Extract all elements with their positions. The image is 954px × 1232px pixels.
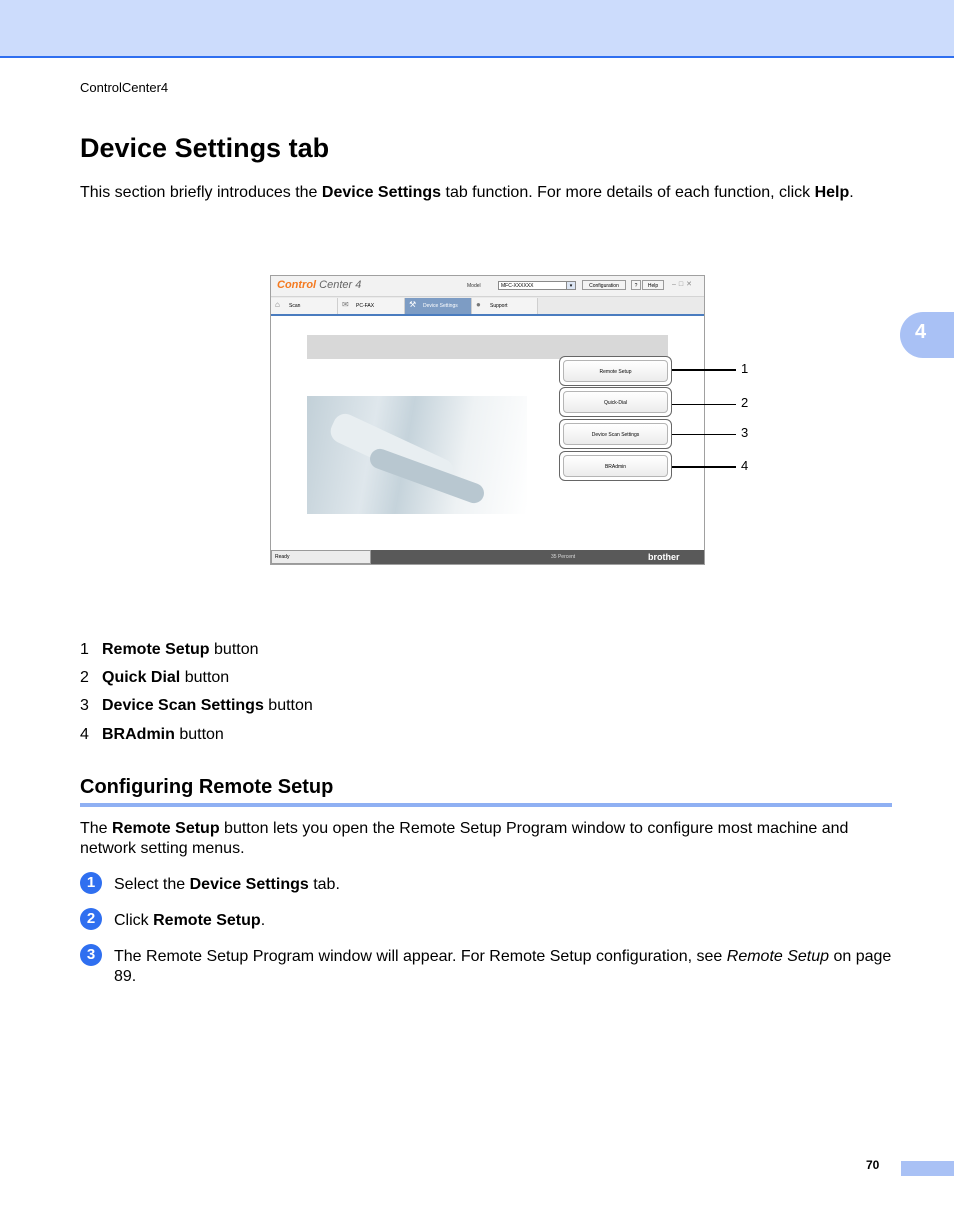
fax-icon: ✉ — [342, 300, 349, 309]
cc-model-select[interactable] — [498, 281, 576, 290]
chapter-number: 4 — [915, 321, 927, 343]
callout-number-4: 4 — [741, 458, 749, 473]
section-paragraph — [80, 819, 895, 859]
legend-bold: Quick Dial — [102, 669, 181, 686]
step-text: Click — [114, 912, 154, 929]
chevron-down-icon: ▾ — [566, 282, 575, 289]
step-text: tab. — [308, 876, 340, 893]
callout-line-3 — [672, 434, 736, 435]
step-bold: Remote Setup — [153, 912, 261, 929]
step-3-text — [114, 947, 894, 987]
legend-number: 3 — [80, 697, 89, 714]
running-head: ControlCenter4 — [80, 80, 169, 95]
cc-logo-rest: Center 4 — [316, 279, 362, 291]
cc-logo-main: Control — [277, 279, 317, 291]
legend-number: 2 — [80, 669, 89, 686]
cc-tab-device-settings[interactable] — [405, 298, 472, 314]
intro-text: This section briefly introduces the — [80, 184, 322, 201]
legend-bold: Remote Setup — [102, 641, 210, 658]
cc-bradmin-button[interactable] — [559, 451, 672, 481]
cc-tab-label: PC-FAX — [356, 303, 375, 309]
step-1-badge: 1 — [80, 872, 102, 894]
legend-number: 4 — [80, 726, 89, 743]
cc-tab-label: Support — [490, 303, 508, 309]
cc-status-bar — [271, 550, 704, 564]
cc-tab-scan[interactable] — [271, 298, 338, 314]
cc-button-label: BRAdmin — [563, 455, 668, 477]
step-bold: Device Settings — [189, 876, 309, 893]
legend-bold: Device Scan Settings — [102, 697, 264, 714]
cc-tools-illustration — [307, 396, 527, 514]
step-text: on page 89. — [114, 948, 892, 985]
callout-number-2: 2 — [741, 395, 749, 410]
cc-title-bar — [271, 276, 704, 297]
cc-tab-label: Device Settings — [423, 303, 458, 309]
cc-status-percent: 35 Percent — [551, 554, 576, 560]
step-2-badge: 2 — [80, 908, 102, 930]
para-bold: Remote Setup — [112, 820, 220, 837]
step-1-text — [114, 875, 894, 895]
cc-button-label: Device Scan Settings — [563, 423, 668, 445]
para-text: button lets you open the Remote Setup Program window to configure most machine and network setting menus. — [80, 820, 849, 857]
cc-tab-pcfax[interactable] — [338, 298, 405, 314]
cc-window-controls-icon[interactable]: –□✕ — [672, 281, 695, 288]
cc-tab-support[interactable] — [472, 298, 538, 314]
legend-item — [80, 641, 259, 659]
callout-number-3: 3 — [741, 425, 749, 440]
callout-line-1 — [672, 369, 736, 371]
intro-bold-device-settings: Device Settings — [321, 184, 442, 201]
page-title: Device Settings tab — [80, 133, 330, 163]
intro-text: tab function. For more details of each function, click — [441, 184, 815, 201]
cc-help-button[interactable]: Help — [642, 280, 664, 290]
cc-model-label: Model — [467, 283, 481, 289]
section-rule — [80, 803, 892, 807]
intro-bold-help: Help — [814, 184, 850, 201]
legend-text: button — [263, 697, 313, 714]
page-number-bar — [901, 1161, 954, 1176]
tools-icon: ⚒ — [409, 300, 417, 309]
callout-line-4 — [672, 466, 736, 468]
callout-line-2 — [672, 404, 736, 405]
step-text: The Remote Setup Program window will appear. For Remote Setup configuration, see — [114, 948, 727, 965]
legend-text: button — [174, 726, 224, 743]
step-link-remote-setup[interactable]: Remote Setup — [726, 948, 830, 965]
callout-number-1: 1 — [741, 361, 749, 376]
step-text: Select the — [114, 876, 190, 893]
cc-brother-logo: brother — [648, 552, 680, 562]
support-person-icon: ● — [476, 300, 481, 309]
legend-text: button — [209, 641, 259, 658]
cc-button-label: Quick-Dial — [563, 391, 668, 413]
legend-item — [80, 726, 224, 744]
legend-text: button — [180, 669, 230, 686]
cc-quick-dial-button[interactable] — [559, 387, 672, 417]
legend-number: 1 — [80, 641, 89, 658]
legend-item — [80, 697, 313, 715]
cc-tab-label: Scan — [289, 303, 301, 309]
cc-configuration-button[interactable]: Configuration — [582, 280, 626, 290]
cc-model-value: MFC-XXXXXX — [501, 283, 534, 289]
intro-paragraph — [80, 183, 900, 203]
home-icon: ⌂ — [275, 300, 280, 309]
legend-bold: BRAdmin — [102, 726, 175, 743]
cc-help-question-icon[interactable]: ? — [631, 280, 641, 290]
cc-device-scan-settings-button[interactable] — [559, 419, 672, 449]
step-text: . — [260, 912, 266, 929]
cc-remote-setup-button[interactable] — [559, 356, 672, 386]
page-number: 70 — [866, 1158, 880, 1172]
para-text: The — [80, 820, 113, 837]
cc-logo — [277, 279, 361, 291]
section-heading: Configuring Remote Setup — [80, 776, 334, 798]
cc-status-ready: Ready — [271, 550, 371, 564]
intro-text: . — [849, 184, 854, 201]
controlcenter-screenshot — [270, 275, 705, 565]
legend-item — [80, 669, 229, 687]
cc-tab-bar — [271, 297, 704, 316]
step-2-text — [114, 911, 894, 931]
page-header-band — [0, 0, 954, 58]
chapter-tab — [900, 312, 954, 358]
cc-button-label: Remote Setup — [563, 360, 668, 382]
step-3-badge: 3 — [80, 944, 102, 966]
